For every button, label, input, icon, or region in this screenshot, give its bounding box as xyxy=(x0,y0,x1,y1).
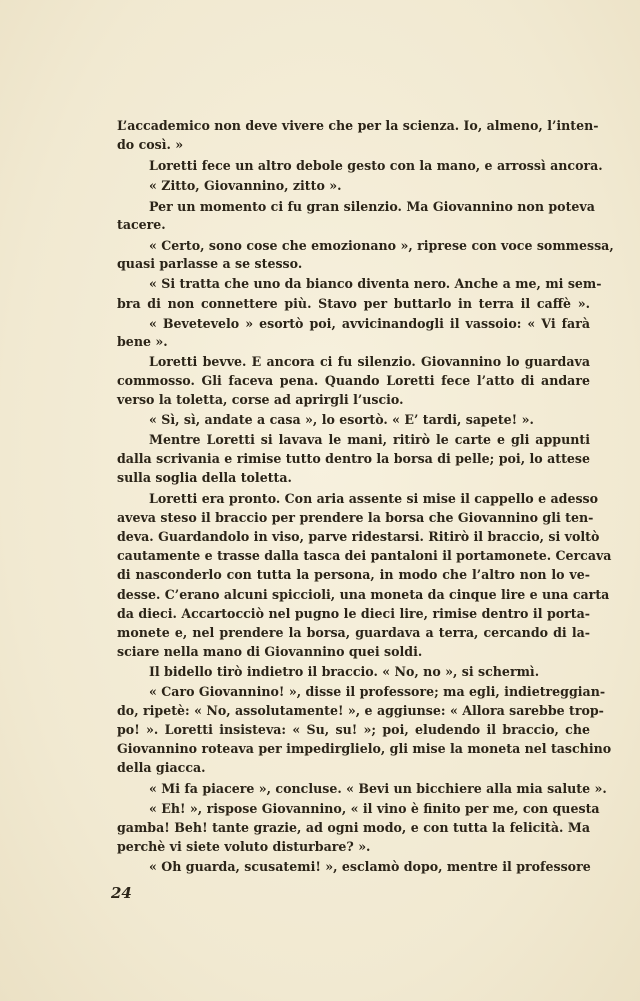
text-line: sciare nella mano di Giovannino quei soldi. xyxy=(117,644,423,659)
text-line: po! ». Loretti insisteva: « Su, su! »; poi, eludendo il braccio, che xyxy=(117,722,590,737)
text-line: della giacca. xyxy=(117,760,206,775)
text-line: Loretti fece un altro debole gesto con la mano, e arrossì ancora. xyxy=(149,158,603,173)
text-line: « Si tratta che uno da bianco diventa nero. Anche a me, mi sem- xyxy=(149,276,602,291)
text-line: « Zitto, Giovannino, zitto ». xyxy=(149,178,342,193)
text-line: verso la toletta, corse ad aprirgli l’uscio. xyxy=(117,392,404,407)
text-line: da dieci. Accartocciò nel pugno le dieci lire, rimise dentro il porta- xyxy=(117,606,590,621)
text-line: Giovannino roteava per impedirglielo, gli mise la moneta nel taschino xyxy=(117,741,612,756)
text-line: « Bevetevelo » esortò poi, avvicinandogli il vassoio: « Vi farà xyxy=(149,316,590,331)
text-line: aveva steso il braccio per prendere la borsa che Giovannino gli ten- xyxy=(117,510,594,525)
text-line: dalla scrivania e rimise tutto dentro la borsa di pelle; poi, lo attese xyxy=(117,451,590,466)
text-line: cautamente e trasse dalla tasca dei pantaloni il portamonete. Cercava xyxy=(117,548,612,563)
text-line: do, ripetè: « No, assolutamente! », e aggiunse: « Allora sarebbe trop- xyxy=(117,703,604,718)
text-line: gamba! Beh! tante grazie, ad ogni modo, e con tutta la felicità. Ma xyxy=(117,820,590,835)
text-line: Il bidello tirò indietro il braccio. « No, no », si schermì. xyxy=(149,664,540,679)
text-line: Mentre Loretti si lavava le mani, ritirò le carte e gli appunti xyxy=(149,432,590,447)
text-line: Loretti era pronto. Con aria assente si mise il cappello e adesso xyxy=(149,491,599,506)
text-line: desse. C’erano alcuni spiccioli, una moneta da cinque lire e una carta xyxy=(117,587,610,602)
text-line: do così. » xyxy=(117,137,184,152)
text-line: bene ». xyxy=(117,334,168,349)
text-line: « Eh! », rispose Giovannino, « il vino è finito per me, con questa xyxy=(149,801,600,816)
text-line: « Caro Giovannino! », disse il professore; ma egli, indietreggian- xyxy=(149,684,606,699)
text-line: commosso. Gli faceva pena. Quando Loretti fece l’atto di andare xyxy=(117,373,590,388)
text-line: « Certo, sono cose che emozionano », riprese con voce sommessa, xyxy=(149,238,614,253)
text-line: quasi parlasse a se stesso. xyxy=(117,256,303,271)
text-line: « Oh guarda, scusatemi! », esclamò dopo, mentre il professore xyxy=(149,859,591,874)
page-number: 24 xyxy=(111,884,132,902)
text-line: « Mi fa piacere », concluse. « Bevi un bicchiere alla mia salute ». xyxy=(149,781,607,796)
text-line: « Sì, sì, andate a casa », lo esortò. « E’ tardi, sapete! ». xyxy=(149,412,534,427)
text-line: deva. Guardandolo in viso, parve ridestarsi. Ritirò il braccio, si voltò xyxy=(117,529,600,544)
text-line: Loretti bevve. E ancora ci fu silenzio. Giovannino lo guardava xyxy=(149,354,590,369)
text-line: di nasconderlo con tutta la persona, in modo che l’altro non lo ve- xyxy=(117,567,590,582)
text-line: tacere. xyxy=(117,217,166,232)
text-line: Per un momento ci fu gran silenzio. Ma Giovannino non poteva xyxy=(149,199,595,214)
text-line: L’accademico non deve vivere che per la scienza. Io, almeno, l’inten- xyxy=(117,118,599,133)
text-line: bra di non connettere più. Stavo per buttarlo in terra il caffè ». xyxy=(117,296,590,311)
text-line: perchè vi siete voluto disturbare? ». xyxy=(117,839,371,854)
text-line: sulla soglia della toletta. xyxy=(117,470,292,485)
text-line: monete e, nel prendere la borsa, guardava a terra, cercando di la- xyxy=(117,625,590,640)
